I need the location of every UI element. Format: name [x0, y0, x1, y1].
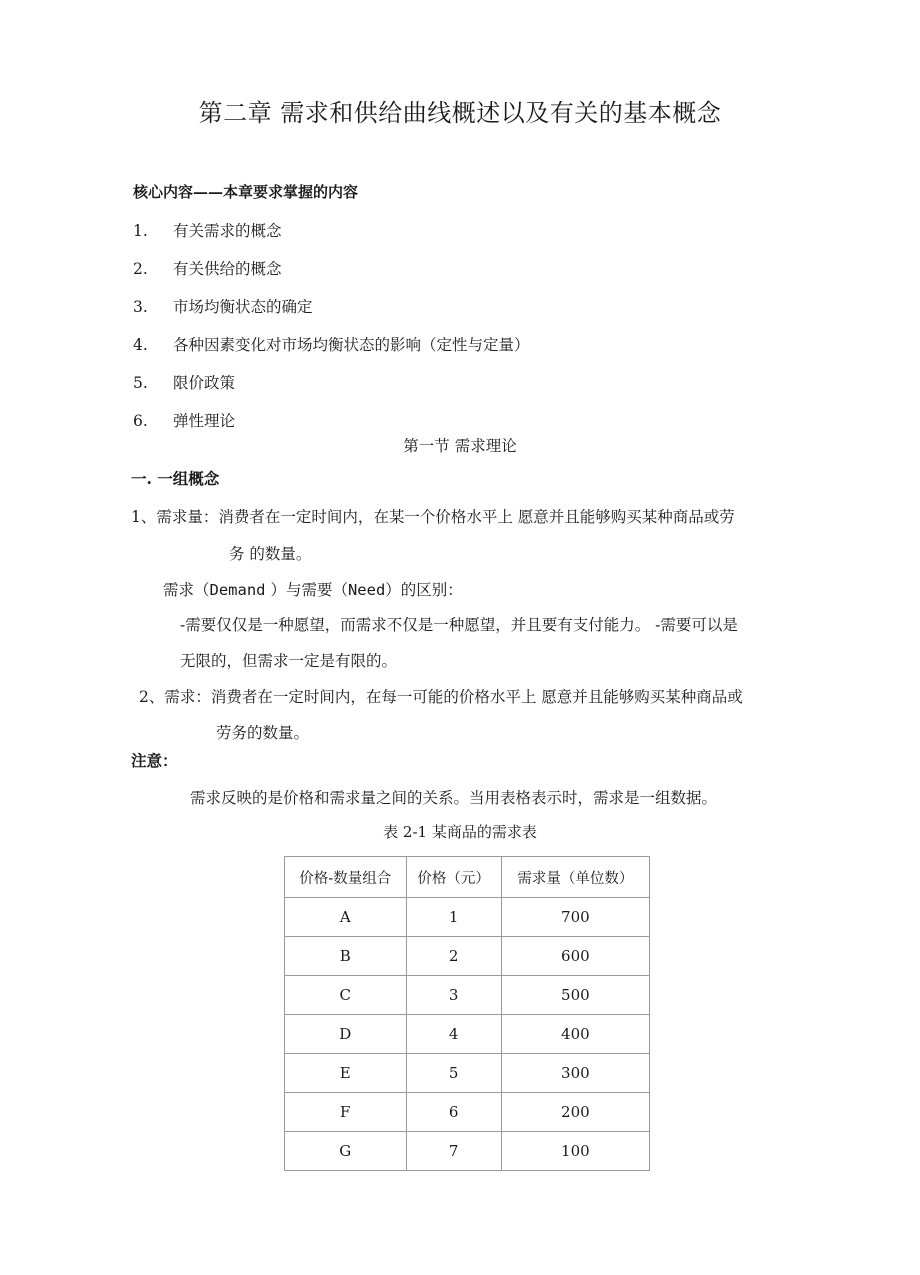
list-item-number-4: 4.: [133, 336, 148, 354]
demand-table: [284, 856, 650, 1171]
cell-quantity: 500: [501, 976, 649, 1015]
distinction-line-1: -需要仅仅是一种愿望，而需求不仅是一种愿望，并且要有支付能力。 -需要可以是: [180, 616, 738, 634]
cell-combo: D: [285, 1015, 407, 1054]
distinction-line-2: 无限的，但需求一定是有限的。: [180, 652, 398, 670]
cell-combo: G: [285, 1132, 407, 1171]
list-item-number-3: 3.: [133, 298, 148, 316]
list-item-text-4: 各种因素变化对市场均衡状态的影响（定性与定量）: [173, 336, 530, 354]
list-item-text-5: 限价政策: [173, 374, 236, 392]
table-row: [285, 1093, 650, 1132]
demand-vs-need-middle: ）与需要（: [265, 581, 348, 599]
demand-vs-need-suffix: ）的区别：: [385, 581, 463, 599]
list-item-number-5: 5.: [133, 374, 148, 392]
cell-price: 7: [406, 1132, 501, 1171]
list-item-text-2: 有关供给的概念: [173, 260, 282, 278]
table-header-quantity: 需求量（单位数）: [501, 857, 649, 898]
note-text: 需求反映的是价格和需求量之间的关系。当用表格表示时，需求是一组数据。: [190, 789, 718, 807]
subsection-heading: 一. 一组概念: [131, 469, 220, 488]
list-item-text-6: 弹性理论: [173, 412, 236, 430]
cell-quantity: 700: [501, 898, 649, 937]
table-header-price: 价格（元）: [406, 857, 501, 898]
demand-english-term: Demand: [209, 581, 266, 599]
section-title: 第一节 需求理论: [403, 437, 517, 455]
demand-vs-need-heading: [163, 581, 463, 600]
page-title: 第二章 需求和供给曲线概述以及有关的基本概念: [198, 99, 722, 127]
cell-price: 6: [406, 1093, 501, 1132]
list-item-number-6: 6.: [133, 412, 148, 430]
demand-vs-need-prefix: 需求（: [163, 581, 210, 599]
concept-demand-line1: 2、需求：消费者在一定时间内，在每一可能的价格水平上 愿意并且能够购买某种商品或: [139, 688, 743, 706]
cell-combo: C: [285, 976, 407, 1015]
list-item-text-1: 有关需求的概念: [173, 222, 282, 240]
cell-combo: A: [285, 898, 407, 937]
cell-quantity: 400: [501, 1015, 649, 1054]
cell-quantity: 300: [501, 1054, 649, 1093]
cell-combo: E: [285, 1054, 407, 1093]
table-header-row: [285, 857, 650, 898]
table-header-combo: 价格-数量组合: [285, 857, 407, 898]
note-label: 注意：: [131, 751, 178, 770]
list-item-text-3: 市场均衡状态的确定: [173, 298, 313, 316]
list-item-number-1: 1.: [133, 222, 148, 240]
cell-combo: F: [285, 1093, 407, 1132]
table-row: [285, 976, 650, 1015]
cell-combo: B: [285, 937, 407, 976]
cell-quantity: 100: [501, 1132, 649, 1171]
cell-price: 1: [406, 898, 501, 937]
table-row: [285, 898, 650, 937]
concept-demand-quantity-line2: 务 的数量。: [229, 545, 312, 563]
need-english-term: Need: [347, 581, 386, 599]
cell-price: 4: [406, 1015, 501, 1054]
cell-price: 2: [406, 937, 501, 976]
table-row: [285, 1132, 650, 1171]
concept-demand-line2: 劳务的数量。: [216, 724, 310, 742]
list-item-number-2: 2.: [133, 260, 148, 278]
table-row: [285, 1054, 650, 1093]
cell-quantity: 600: [501, 937, 649, 976]
cell-quantity: 200: [501, 1093, 649, 1132]
table-row: [285, 937, 650, 976]
core-content-heading: 核心内容——本章要求掌握的内容: [133, 183, 359, 201]
table-row: [285, 1015, 650, 1054]
cell-price: 5: [406, 1054, 501, 1093]
concept-demand-quantity-line1: 1、需求量：消费者在一定时间内，在某一个价格水平上 愿意并且能够购买某种商品或劳: [131, 508, 735, 526]
cell-price: 3: [406, 976, 501, 1015]
table-caption: 表 2-1 某商品的需求表: [383, 823, 537, 841]
